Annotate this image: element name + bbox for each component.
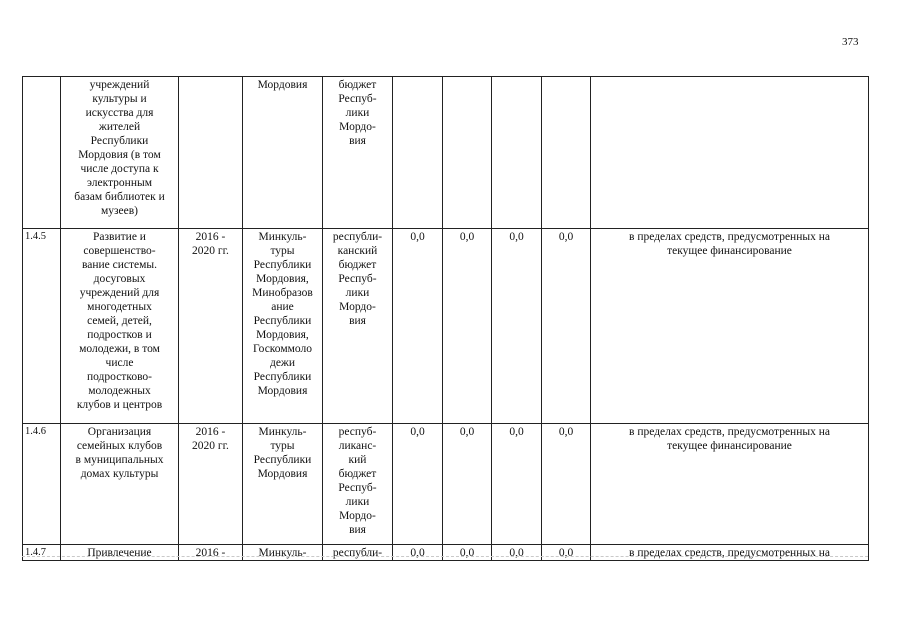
activity-title-cell [61, 424, 179, 545]
period-cell [179, 424, 243, 545]
activity-title-text: Развитие и совершенство- вание системы. досуговых учреждений для многодетных семей, детей, подростков и молодежи, в том числе подростково- молодежных клубов и центров [76, 231, 163, 411]
amount-text: 0,0 [509, 231, 524, 243]
period-cell [179, 229, 243, 424]
period-text: 2016 - [195, 547, 226, 559]
funding-source-cell [323, 77, 393, 229]
page-bottom-rule [22, 556, 868, 557]
amount-cell [393, 545, 443, 561]
item-number-cell [23, 545, 61, 561]
activity-title-text: Организация семейных клубов в муниципальных домах культуры [75, 426, 164, 480]
funding-note-text: в пределах средств, предусмотренных на текущее финансирование [629, 231, 830, 257]
activity-title-text: Привлечение [87, 547, 152, 559]
executor-cell [243, 545, 323, 561]
page-number: 373 [842, 36, 859, 48]
amount-text: 0,0 [558, 231, 574, 243]
amount-text: 0,0 [459, 426, 475, 438]
item-number-text: 1.4.5 [25, 231, 46, 242]
amount-text: 0,0 [509, 426, 524, 438]
table-row [23, 77, 869, 229]
item-number-text: 1.4.6 [25, 426, 46, 437]
period-cell [179, 545, 243, 561]
activity-title-text: учреждений культуры и искусства для жителей Республики Мордовия (в том числе доступа к электронным базам библиотек и музеев) [74, 79, 165, 217]
period-text: 2016 - 2020 гг. [192, 231, 229, 257]
executor-text: Минкуль- [258, 547, 307, 559]
executor-cell [243, 424, 323, 545]
amount-cell [542, 424, 591, 545]
amount-text: 0,0 [558, 426, 574, 438]
amount-text: 0,0 [459, 547, 475, 559]
period-cell [179, 77, 243, 229]
funding-note-text: в пределах средств, предусмотренных на текущее финансирование [629, 426, 830, 452]
amount-cell [443, 229, 492, 424]
table-row [23, 424, 869, 545]
item-number-text: 1.4.7 [25, 547, 46, 558]
funding-note-cell [591, 77, 869, 229]
table-row [23, 229, 869, 424]
amount-cell [393, 229, 443, 424]
funding-note-cell [591, 545, 869, 561]
executor-text: Мордовия [257, 79, 308, 91]
funding-source-text: республи- канский бюджет Респуб- лики Мордо- вия [332, 231, 383, 327]
funding-source-text: республи- [332, 547, 383, 559]
funding-source-cell [323, 545, 393, 561]
amount-text: 0,0 [509, 547, 524, 559]
amount-text: 0,0 [410, 231, 425, 243]
activity-title-cell [61, 229, 179, 424]
amount-cell [492, 545, 542, 561]
amount-cell [393, 77, 443, 229]
amount-cell [492, 77, 542, 229]
amount-cell [542, 229, 591, 424]
table-row [23, 545, 869, 561]
activity-title-cell [61, 77, 179, 229]
item-number-cell [23, 424, 61, 545]
amount-cell [443, 424, 492, 545]
item-number-cell [23, 77, 61, 229]
executor-cell [243, 77, 323, 229]
amount-text: 0,0 [459, 231, 475, 243]
amount-cell [492, 424, 542, 545]
program-activities-table [22, 76, 869, 561]
funding-source-text: респуб- ликанс- кий бюджет Респуб- лики Мордо- вия [338, 426, 377, 536]
executor-cell [243, 229, 323, 424]
period-text: 2016 - 2020 гг. [192, 426, 229, 452]
amount-text: 0,0 [410, 547, 425, 559]
amount-text: 0,0 [558, 547, 574, 559]
amount-cell [542, 545, 591, 561]
amount-text: 0,0 [410, 426, 425, 438]
funding-source-text: бюджет Респуб- лики Мордо- вия [338, 79, 377, 147]
funding-note-text: в пределах средств, предусмотренных на [629, 547, 830, 559]
executor-text: Минкуль- туры Республики Мордовия, Минобразов ание Республики Мордовия, Госкоммоло дежи Республики Мордовия [252, 231, 313, 397]
amount-cell [393, 424, 443, 545]
funding-note-cell [591, 229, 869, 424]
funding-source-cell [323, 229, 393, 424]
activity-title-cell [61, 545, 179, 561]
item-number-cell [23, 229, 61, 424]
amount-cell [542, 77, 591, 229]
executor-text: Минкуль- туры Республики Мордовия [253, 426, 312, 480]
funding-note-cell [591, 424, 869, 545]
funding-source-cell [323, 424, 393, 545]
amount-cell [443, 545, 492, 561]
amount-cell [492, 229, 542, 424]
amount-cell [443, 77, 492, 229]
